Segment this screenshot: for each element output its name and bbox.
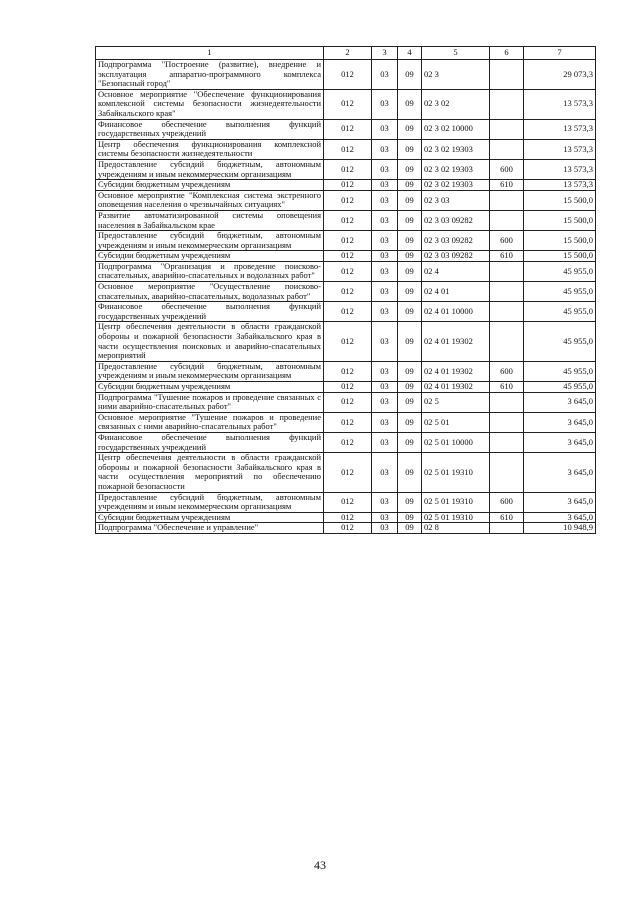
target-article-cell: 02 3 02 19303 [422, 180, 490, 191]
section-cell: 03 [372, 361, 398, 381]
item-name-cell: Субсидии бюджетным учреждениям [96, 512, 324, 523]
target-article-cell: 02 5 [422, 392, 490, 412]
ministry-code-cell: 012 [324, 432, 372, 452]
section-cell: 03 [372, 492, 398, 512]
expense-type-cell: 610 [490, 180, 524, 191]
ministry-code-cell: 012 [324, 282, 372, 302]
ministry-code-cell: 012 [324, 523, 372, 534]
section-cell: 03 [372, 412, 398, 432]
ministry-code-cell: 012 [324, 89, 372, 119]
subsection-cell: 09 [398, 412, 422, 432]
table-row [96, 302, 596, 322]
item-name-cell: Основное мероприятие "Обеспечение функционирования комплексной системы безопасности жизнедеятельности Забайкальского края" [96, 89, 324, 119]
amount-cell: 15 500,0 [524, 190, 596, 210]
expense-type-cell [490, 322, 524, 361]
expense-type-cell [490, 453, 524, 492]
item-name-cell: Подпрограмма "Тушение пожаров и проведение связанных с ними аварийно-спасательных работ" [96, 392, 324, 412]
target-article-cell: 02 5 01 [422, 412, 490, 432]
target-article-cell: 02 5 01 19310 [422, 492, 490, 512]
subsection-cell: 09 [398, 302, 422, 322]
item-name-cell: Подпрограмма "Построение (развитие), внедрение и эксплуатация аппаратно-программного комплекса "Безопасный город" [96, 60, 324, 90]
target-article-cell: 02 3 03 09282 [422, 251, 490, 262]
section-cell: 03 [372, 523, 398, 534]
item-name-cell: Центр обеспечения функционирования комплексной системы безопасности жизнедеятельности [96, 139, 324, 159]
section-cell: 03 [372, 210, 398, 230]
table-row [96, 392, 596, 412]
header-cell: 5 [422, 47, 490, 60]
target-article-cell: 02 4 01 19302 [422, 382, 490, 393]
amount-cell: 3 645,0 [524, 432, 596, 452]
header-cell: 3 [372, 47, 398, 60]
expense-type-cell [490, 119, 524, 139]
header-cell: 7 [524, 47, 596, 60]
item-name-cell: Финансовое обеспечение выполнения функций государственных учреждений [96, 432, 324, 452]
subsection-cell: 09 [398, 231, 422, 251]
expense-type-cell [490, 190, 524, 210]
target-article-cell: 02 3 02 [422, 89, 490, 119]
target-article-cell: 02 4 01 10000 [422, 302, 490, 322]
expense-type-cell [490, 523, 524, 534]
section-cell: 03 [372, 231, 398, 251]
section-cell: 03 [372, 302, 398, 322]
target-article-cell: 02 5 01 10000 [422, 432, 490, 452]
ministry-code-cell: 012 [324, 453, 372, 492]
ministry-code-cell: 012 [324, 210, 372, 230]
table-row [96, 361, 596, 381]
ministry-code-cell: 012 [324, 412, 372, 432]
target-article-cell: 02 4 01 [422, 282, 490, 302]
subsection-cell: 09 [398, 210, 422, 230]
target-article-cell: 02 3 02 19303 [422, 139, 490, 159]
table-row [96, 231, 596, 251]
item-name-cell: Предоставление субсидий бюджетным, автономным учреждениям и иным некоммерческим организациям [96, 231, 324, 251]
section-cell: 03 [372, 159, 398, 179]
section-cell: 03 [372, 180, 398, 191]
amount-cell: 3 645,0 [524, 392, 596, 412]
header-cell: 2 [324, 47, 372, 60]
expense-type-cell [490, 392, 524, 412]
table-row [96, 523, 596, 534]
amount-cell: 45 955,0 [524, 302, 596, 322]
table-row [96, 412, 596, 432]
section-cell: 03 [372, 322, 398, 361]
table-row [96, 60, 596, 90]
subsection-cell: 09 [398, 361, 422, 381]
header-cell: 6 [490, 47, 524, 60]
expense-type-cell: 610 [490, 251, 524, 262]
amount-cell: 13 573,3 [524, 180, 596, 191]
section-cell: 03 [372, 453, 398, 492]
table-row [96, 512, 596, 523]
table-row [96, 453, 596, 492]
subsection-cell: 09 [398, 432, 422, 452]
expense-type-cell: 600 [490, 231, 524, 251]
expense-type-cell [490, 282, 524, 302]
expense-type-cell: 610 [490, 382, 524, 393]
expense-type-cell [490, 210, 524, 230]
section-cell: 03 [372, 392, 398, 412]
subsection-cell: 09 [398, 512, 422, 523]
target-article-cell: 02 3 02 10000 [422, 119, 490, 139]
amount-cell: 3 645,0 [524, 412, 596, 432]
item-name-cell: Центр обеспечения деятельности в области гражданской обороны и пожарной безопасности Забайкальского края в части осуществления мероприятий по обеспечению пожарной безопасности [96, 453, 324, 492]
target-article-cell: 02 5 01 19310 [422, 453, 490, 492]
target-article-cell: 02 5 01 19310 [422, 512, 490, 523]
section-cell: 03 [372, 190, 398, 210]
ministry-code-cell: 012 [324, 492, 372, 512]
item-name-cell: Предоставление субсидий бюджетным, автономным учреждениям и иным некоммерческим организациям [96, 361, 324, 381]
subsection-cell: 09 [398, 190, 422, 210]
subsection-cell: 09 [398, 261, 422, 281]
expense-type-cell [490, 89, 524, 119]
table-row [96, 492, 596, 512]
amount-cell: 29 073,3 [524, 60, 596, 90]
subsection-cell: 09 [398, 180, 422, 191]
table-row [96, 432, 596, 452]
amount-cell: 13 573,3 [524, 139, 596, 159]
item-name-cell: Подпрограмма "Организация и проведение поисково-спасательных, аварийно-спасательных и водолазных работ" [96, 261, 324, 281]
target-article-cell: 02 3 03 09282 [422, 231, 490, 251]
subsection-cell: 09 [398, 60, 422, 90]
amount-cell: 15 500,0 [524, 231, 596, 251]
budget-table [95, 46, 596, 534]
expense-type-cell [490, 261, 524, 281]
ministry-code-cell: 012 [324, 139, 372, 159]
expense-type-cell [490, 60, 524, 90]
item-name-cell: Субсидии бюджетным учреждениям [96, 180, 324, 191]
expense-type-cell: 610 [490, 512, 524, 523]
amount-cell: 3 645,0 [524, 512, 596, 523]
ministry-code-cell: 012 [324, 180, 372, 191]
expense-type-cell: 600 [490, 159, 524, 179]
amount-cell: 45 955,0 [524, 282, 596, 302]
section-cell: 03 [372, 382, 398, 393]
section-cell: 03 [372, 512, 398, 523]
item-name-cell: Подпрограмма "Обеспечение и управление" [96, 523, 324, 534]
ministry-code-cell: 012 [324, 159, 372, 179]
ministry-code-cell: 012 [324, 261, 372, 281]
ministry-code-cell: 012 [324, 512, 372, 523]
amount-cell: 45 955,0 [524, 361, 596, 381]
subsection-cell: 09 [398, 382, 422, 393]
section-cell: 03 [372, 432, 398, 452]
ministry-code-cell: 012 [324, 302, 372, 322]
target-article-cell: 02 4 [422, 261, 490, 281]
expense-type-cell: 600 [490, 492, 524, 512]
target-article-cell: 02 3 02 19303 [422, 159, 490, 179]
table-row [96, 210, 596, 230]
table-row [96, 119, 596, 139]
item-name-cell: Основное мероприятие "Комплексная система экстренного оповещения населения о чрезвычайных ситуациях" [96, 190, 324, 210]
table-row [96, 251, 596, 262]
ministry-code-cell: 012 [324, 382, 372, 393]
subsection-cell: 09 [398, 453, 422, 492]
expense-type-cell [490, 139, 524, 159]
amount-cell: 45 955,0 [524, 382, 596, 393]
page-number: 43 [314, 858, 326, 872]
subsection-cell: 09 [398, 139, 422, 159]
ministry-code-cell: 012 [324, 231, 372, 251]
amount-cell: 3 645,0 [524, 453, 596, 492]
header-cell: 4 [398, 47, 422, 60]
amount-cell: 10 948,9 [524, 523, 596, 534]
expense-type-cell: 600 [490, 361, 524, 381]
section-cell: 03 [372, 282, 398, 302]
item-name-cell: Финансовое обеспечение выполнения функций государственных учреждений [96, 302, 324, 322]
table-row [96, 139, 596, 159]
target-article-cell: 02 4 01 19302 [422, 322, 490, 361]
item-name-cell: Предоставление субсидий бюджетным, автономным учреждениям и иным некоммерческим организациям [96, 492, 324, 512]
section-cell: 03 [372, 261, 398, 281]
item-name-cell: Субсидии бюджетным учреждениям [96, 382, 324, 393]
expense-type-cell [490, 432, 524, 452]
subsection-cell: 09 [398, 282, 422, 302]
table-row [96, 382, 596, 393]
target-article-cell: 02 3 03 [422, 190, 490, 210]
subsection-cell: 09 [398, 523, 422, 534]
subsection-cell: 09 [398, 392, 422, 412]
target-article-cell: 02 4 01 19302 [422, 361, 490, 381]
section-cell: 03 [372, 119, 398, 139]
amount-cell: 13 573,3 [524, 119, 596, 139]
expense-type-cell [490, 412, 524, 432]
amount-cell: 3 645,0 [524, 492, 596, 512]
ministry-code-cell: 012 [324, 251, 372, 262]
section-cell: 03 [372, 60, 398, 90]
amount-cell: 45 955,0 [524, 261, 596, 281]
subsection-cell: 09 [398, 492, 422, 512]
table-row [96, 180, 596, 191]
header-cell: 1 [96, 47, 324, 60]
ministry-code-cell: 012 [324, 119, 372, 139]
expense-type-cell [490, 302, 524, 322]
item-name-cell: Основное мероприятие "Тушение пожаров и проведение связанных с ними аварийно-спасательных работ" [96, 412, 324, 432]
section-cell: 03 [372, 251, 398, 262]
item-name-cell: Предоставление субсидий бюджетным, автономным учреждениям и иным некоммерческим организациям [96, 159, 324, 179]
table-row [96, 322, 596, 361]
table-row [96, 190, 596, 210]
ministry-code-cell: 012 [324, 60, 372, 90]
subsection-cell: 09 [398, 119, 422, 139]
target-article-cell: 02 3 03 09282 [422, 210, 490, 230]
ministry-code-cell: 012 [324, 361, 372, 381]
amount-cell: 45 955,0 [524, 322, 596, 361]
item-name-cell: Субсидии бюджетным учреждениям [96, 251, 324, 262]
amount-cell: 15 500,0 [524, 210, 596, 230]
table-row [96, 282, 596, 302]
amount-cell: 15 500,0 [524, 251, 596, 262]
subsection-cell: 09 [398, 89, 422, 119]
ministry-code-cell: 012 [324, 190, 372, 210]
ministry-code-cell: 012 [324, 392, 372, 412]
section-cell: 03 [372, 89, 398, 119]
table-row [96, 159, 596, 179]
subsection-cell: 09 [398, 251, 422, 262]
ministry-code-cell: 012 [324, 322, 372, 361]
header-row [96, 47, 596, 60]
table-row [96, 89, 596, 119]
target-article-cell: 02 8 [422, 523, 490, 534]
subsection-cell: 09 [398, 159, 422, 179]
section-cell: 03 [372, 139, 398, 159]
target-article-cell: 02 3 [422, 60, 490, 90]
amount-cell: 13 573,3 [524, 159, 596, 179]
amount-cell: 13 573,3 [524, 89, 596, 119]
item-name-cell: Основное мероприятие "Осуществление поисково-спасательных, аварийно-спасательных, водолазных работ" [96, 282, 324, 302]
subsection-cell: 09 [398, 322, 422, 361]
table-row [96, 261, 596, 281]
item-name-cell: Финансовое обеспечение выполнения функций государственных учреждений [96, 119, 324, 139]
item-name-cell: Центр обеспечения деятельности в области гражданской обороны и пожарной безопасности Забайкальского края в части осуществления поисковых и аварийно-спасательных мероприятий [96, 322, 324, 361]
item-name-cell: Развитие автоматизированной системы оповещения населения в Забайкальском крае [96, 210, 324, 230]
